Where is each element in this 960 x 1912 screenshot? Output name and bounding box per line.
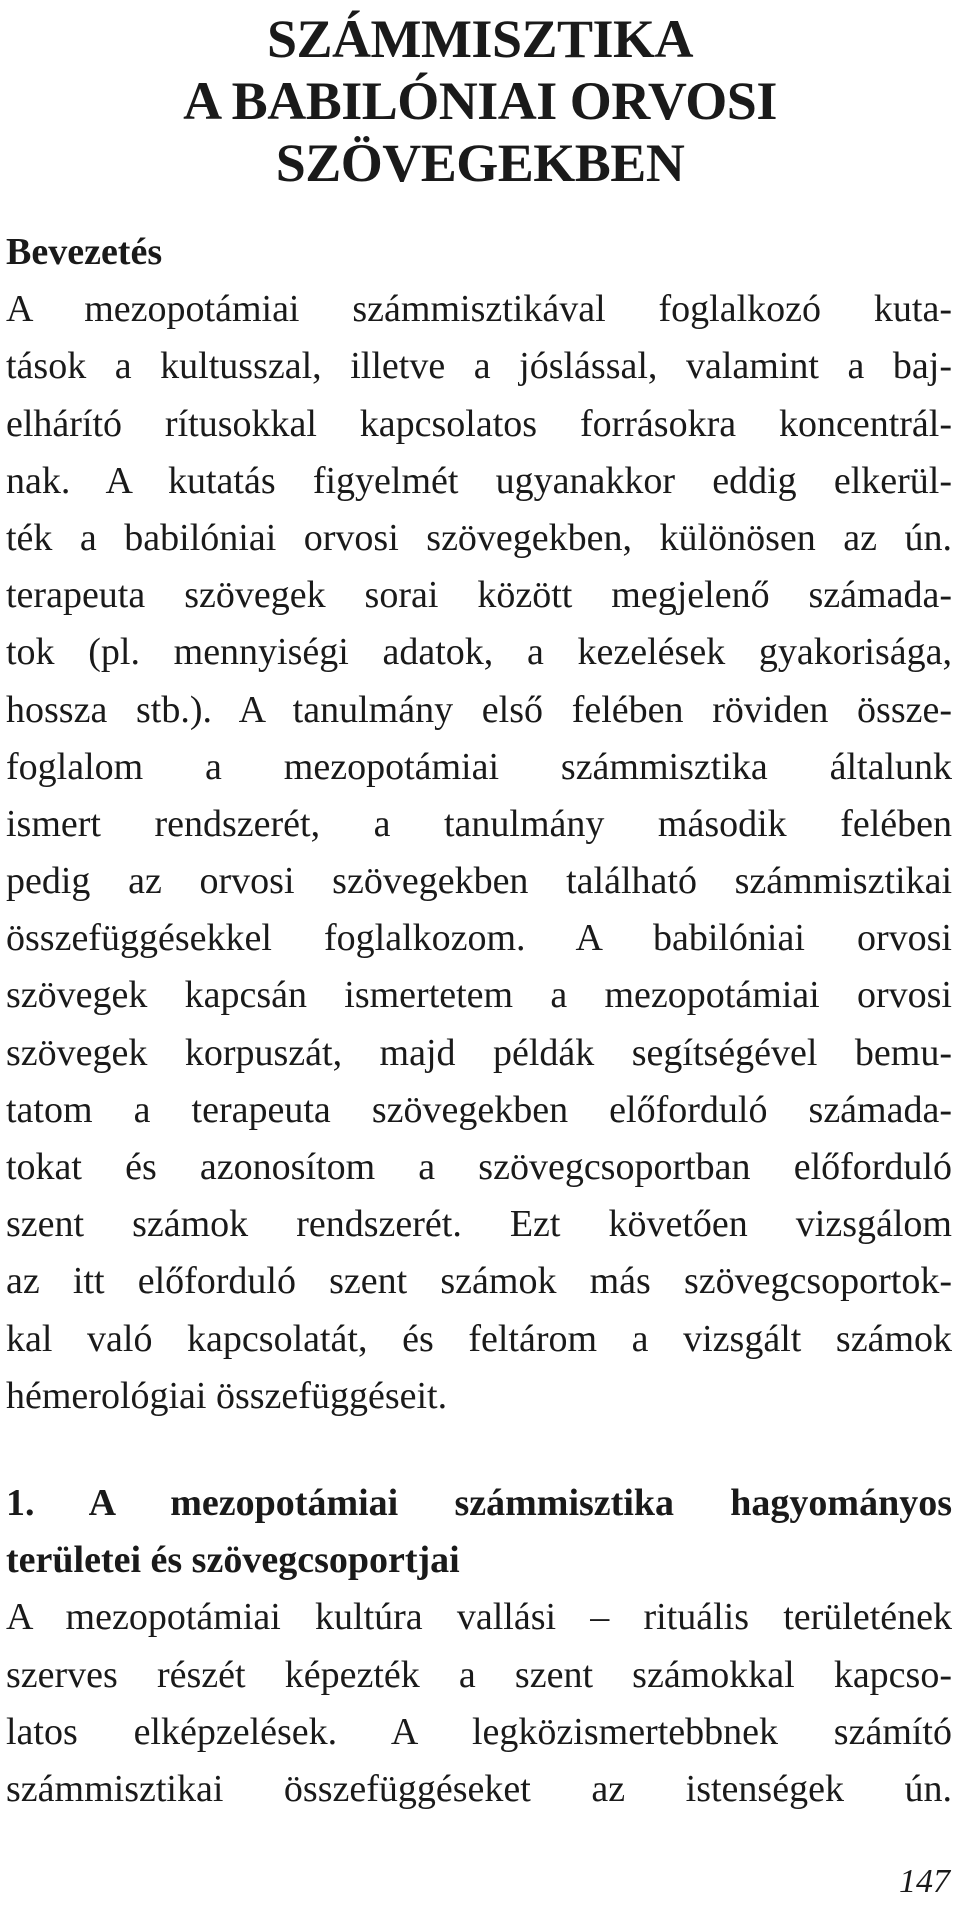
section-paragraph: [6, 1589, 952, 1818]
text-line: összefüggésekkel foglalkozom. A babilóniai orvosi: [6, 917, 952, 960]
text-line: latos elképzelések. A legközismertebbnek számító: [6, 1710, 952, 1753]
text-line: szent számok rendszerét. Ezt követően vizsgálom: [6, 1203, 952, 1246]
document-body: [6, 224, 952, 1818]
text-line: számmisztikai összefüggéseket az istenségek ún.: [6, 1767, 952, 1810]
introduction-paragraph: [6, 281, 952, 1425]
title-line: SZÖVEGEKBEN: [275, 133, 685, 193]
text-line: hossza stb.). A tanulmány első felében röviden össze-: [6, 688, 952, 731]
title-line: SZÁMMISZTIKA: [266, 9, 694, 69]
text-line: tok (pl. mennyiségi adatok, a kezelések gyakorisága,: [6, 631, 952, 674]
text-line: az itt előforduló szent számok más szövegcsoportok-: [6, 1260, 952, 1303]
text-line: tások a kultusszal, illetve a jóslással, valamint a baj-: [6, 345, 952, 388]
text-line: szövegek kapcsán ismertetem a mezopotámiai orvosi: [6, 974, 952, 1017]
text-line: nak. A kutatás figyelmét ugyanakkor eddig elkerül-: [6, 459, 952, 502]
text-line: pedig az orvosi szövegekben található számmisztikai: [6, 860, 952, 903]
introduction-heading: Bevezetés: [6, 231, 163, 273]
title-line: A BABILÓNIAI ORVOSI: [183, 71, 777, 131]
text-line: elhárító rítusokkal kapcsolatos forrásokra koncentrál-: [6, 402, 952, 445]
text-line: szövegek korpuszát, majd példák segítségével bemu-: [6, 1031, 952, 1074]
text-line: tatom a terapeuta szövegekben előforduló számada-: [6, 1088, 952, 1131]
text-line: foglalom a mezopotámiai számmisztika általunk: [6, 745, 952, 788]
text-line: szerves részét képezték a szent számokkal kapcso-: [6, 1653, 952, 1696]
text-line: terapeuta szövegek sorai között megjelenő számada-: [6, 574, 952, 617]
page-number: 147: [899, 1863, 950, 1900]
section-heading: [6, 1475, 952, 1589]
section-heading-line: területei és szövegcsoportjai: [6, 1539, 460, 1582]
text-line: hémerológiai összefüggéseit.: [6, 1374, 448, 1417]
text-line: A mezopotámiai kultúra vallási – rituális területének: [6, 1596, 952, 1639]
text-line: ismert rendszerét, a tanulmány második felében: [6, 802, 952, 845]
text-line: kal való kapcsolatát, és feltárom a vizsgált számok: [6, 1317, 952, 1360]
section-heading-line: 1. A mezopotámiai számmisztika hagyományos: [6, 1481, 952, 1524]
text-line: A mezopotámiai számmisztikával foglalkozó kuta-: [6, 288, 952, 331]
text-line: tokat és azonosítom a szövegcsoportban előforduló: [6, 1146, 952, 1188]
text-line: ték a babilóniai orvosi szövegekben, különösen az ún.: [6, 516, 952, 559]
document-title: [0, 8, 960, 194]
section-spacer: [6, 1425, 952, 1475]
